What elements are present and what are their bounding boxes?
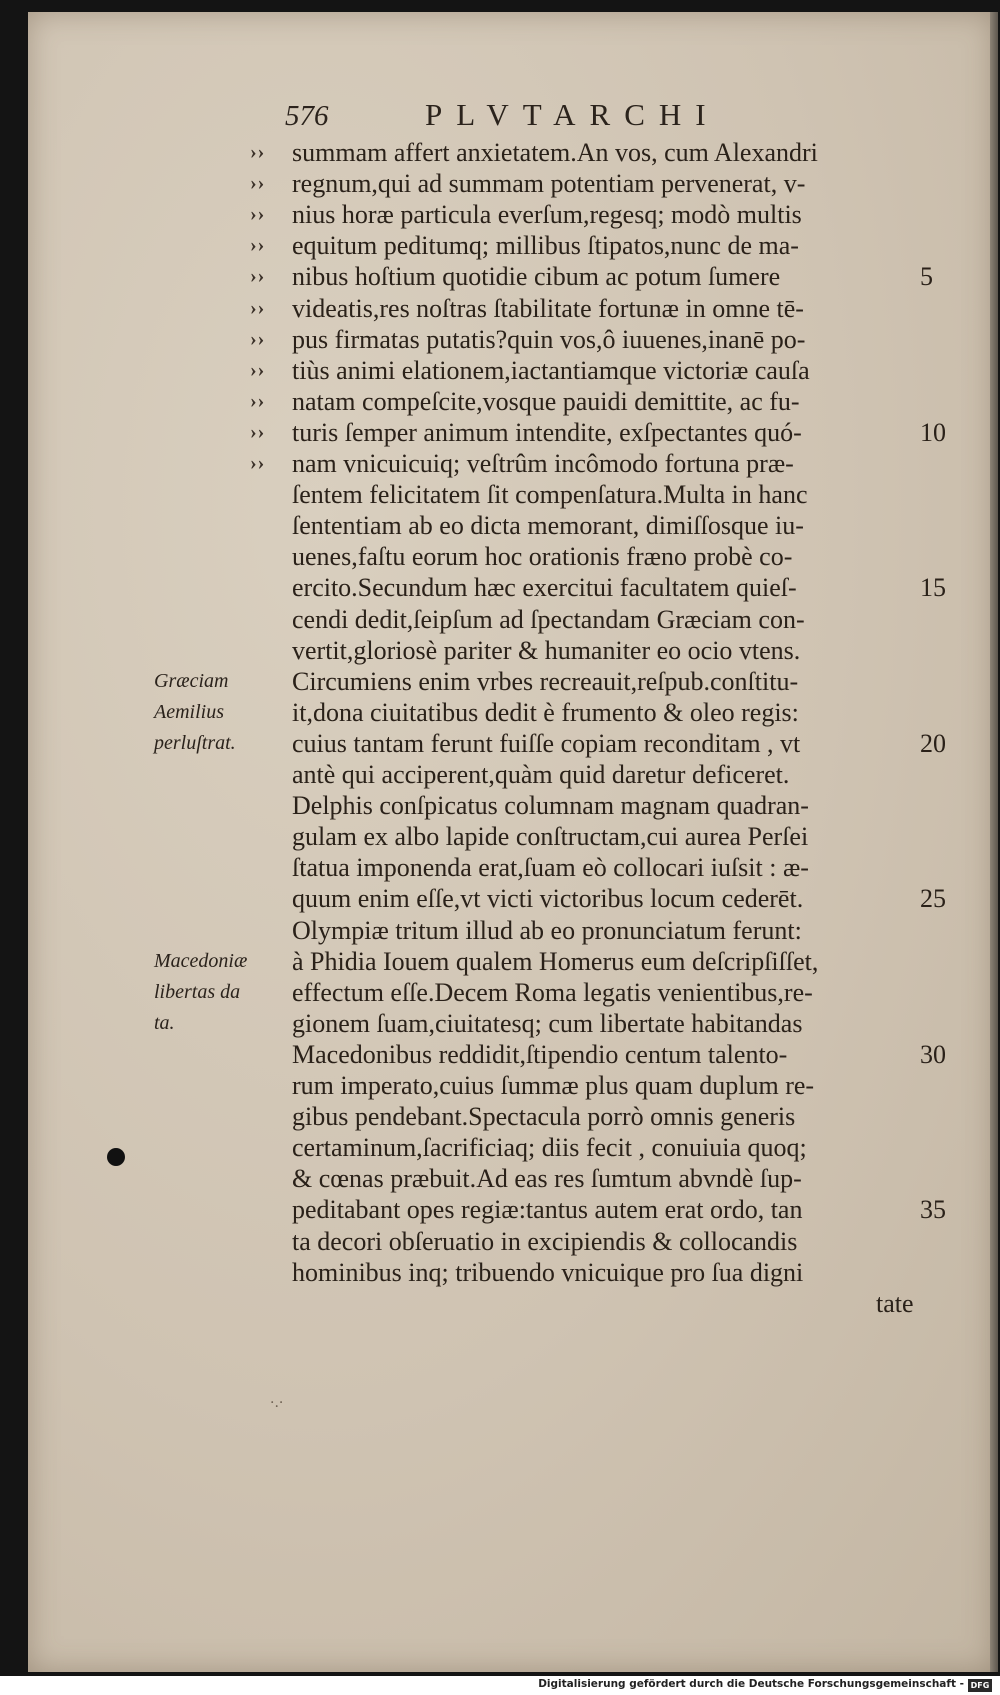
marginal-note-line: libertas da (154, 980, 241, 1003)
text-line: gibus pendebant.Spectacula porrò omnis generis (292, 1102, 796, 1132)
marginal-note-line: perluſtrat. (154, 731, 236, 754)
ink-dot (107, 1148, 125, 1166)
text-line: natam compeſcite,vosque pauidi demittite, ac fu- (292, 386, 800, 416)
line-number: 25 (920, 884, 946, 914)
quotation-mark: ›› (250, 420, 266, 443)
text-line: nius horæ particula everſum,regesq; modò multis (292, 200, 802, 230)
text-line: Olympiæ tritum illud ab eo pronunciatum ferunt: (292, 915, 802, 945)
text-line: & cœnas præbuit.Ad eas res ſumtum abvndè ſup- (292, 1164, 802, 1194)
text-line: certaminum,ſacrificiaq; diis fecit , conuiuia quoq; (292, 1133, 807, 1163)
text-line: uenes,faſtu eorum hoc orationis fræno probè co- (292, 542, 793, 572)
text-line: Circumiens enim vrbes recreauit,reſpub.conſtitu- (292, 666, 799, 696)
quotation-mark: ›› (250, 358, 266, 381)
text-line: nibus hoſtium quotidie cibum ac potum ſumere (292, 262, 781, 292)
quotation-mark: ›› (250, 172, 266, 195)
quotation-mark: ›› (250, 389, 266, 412)
text-line: ſententiam ab eo dicta memorant, dimiſſosque iu- (292, 511, 804, 541)
quotation-mark: ›› (250, 203, 266, 226)
text-line: à Phidia Iouem qualem Homerus eum deſcripſiſſet, (292, 946, 819, 976)
text-line: vertit,gloriosè pariter & humaniter eo ocio vtens. (292, 635, 801, 665)
text-line: gionem ſuam,ciuitatesq; cum libertate habitandas (292, 1008, 803, 1038)
text-line: regnum,qui ad summam potentiam pervenerat, v- (292, 169, 806, 199)
text-line: Macedonibus reddidit,ſtipendio centum talento- (292, 1039, 788, 1069)
text-line: cuius tantam ferunt fuiſſe copiam reconditam , vt (292, 728, 801, 758)
text-line: videatis,res noſtras ſtabilitate fortunæ in omne tē- (292, 293, 804, 323)
line-number: 20 (920, 728, 946, 758)
text-line: effectum eſſe.Decem Roma legatis venientibus,re- (292, 977, 813, 1007)
text-line: pus firmatas putatis?quin vos,ô iuuenes,inanē po- (292, 324, 806, 354)
marginal-note-line: Aemilius (154, 700, 224, 723)
text-line: antè qui acciperent,quàm quid daretur deficeret. (292, 760, 790, 789)
text-line: tiùs animi elationem,iactantiamque victoriæ cauſa (292, 355, 810, 385)
dfg-logo-icon: DFG (968, 1679, 992, 1692)
text-line: gulam ex albo lapide conſtructam,cui aurea Perſei (292, 822, 809, 852)
text-line: nam vnicuicuiq; veſtrûm incômodo fortuna præ- (292, 449, 794, 478)
quotation-mark: ›› (250, 327, 266, 350)
text-line: ta decori obſeruatio in excipiendis & collocandis (292, 1226, 798, 1256)
page-edge (990, 12, 998, 1672)
text-line: peditabant opes regiæ:tantus autem erat ordo, tan (292, 1195, 803, 1225)
running-title: PLVTARCHI (425, 97, 720, 132)
quotation-mark: ›› (250, 141, 266, 163)
text-line: ſentem felicitatem ſit compenſatura.Multa in hanc (292, 480, 808, 510)
marginal-note-line: ta. (154, 1011, 175, 1034)
page-number: 576 (285, 100, 329, 132)
text-line: ſtatua imponenda erat,ſuam eò collocari iuſsit : æ- (292, 853, 809, 883)
text-line: hominibus inq; tribuendo vnicuique pro ſua digni (292, 1257, 804, 1287)
line-number: 15 (920, 573, 946, 603)
quotation-mark: ›› (250, 296, 266, 319)
line-number: 30 (920, 1039, 946, 1069)
text-line: equitum peditumq; millibus ſtipatos,nunc de ma- (292, 231, 799, 261)
line-number: 5 (920, 262, 933, 292)
text-line: it,dona ciuitatibus dedit è frumento & oleo regis: (292, 697, 799, 727)
text-line: Delphis conſpicatus columnam magnam quadran- (292, 791, 809, 821)
text-line: quum enim eſſe,vt victi victoribus locum cederēt. (292, 884, 804, 914)
quotation-mark: ›› (250, 452, 266, 474)
marginal-note-line: Græciam (154, 669, 229, 692)
digitization-credit: Digitalisierung gefördert durch die Deutsche Forschungsgemeinschaft - (538, 1678, 964, 1690)
text-line: ercito.Secundum hæc exercitui facultatem quieſ- (292, 573, 797, 603)
text-line: tate (876, 1288, 914, 1318)
line-number: 35 (920, 1195, 946, 1225)
text-line: cendi dedit,ſeipſum ad ſpectandam Græciam con- (292, 604, 805, 634)
text-line: summam affert anxietatem.An vos, cum Alexandri (292, 138, 818, 167)
ink-smudge: ·.· (270, 1395, 284, 1411)
marginal-note-line: Macedoniæ (154, 949, 248, 972)
line-number: 10 (920, 417, 946, 447)
quotation-mark: ›› (250, 234, 266, 257)
quotation-mark: ›› (250, 265, 266, 288)
text-line: turis ſemper animum intendite, exſpectantes quó- (292, 417, 802, 447)
text-line: rum imperato,cuius ſummæ plus quam duplum re- (292, 1071, 815, 1100)
